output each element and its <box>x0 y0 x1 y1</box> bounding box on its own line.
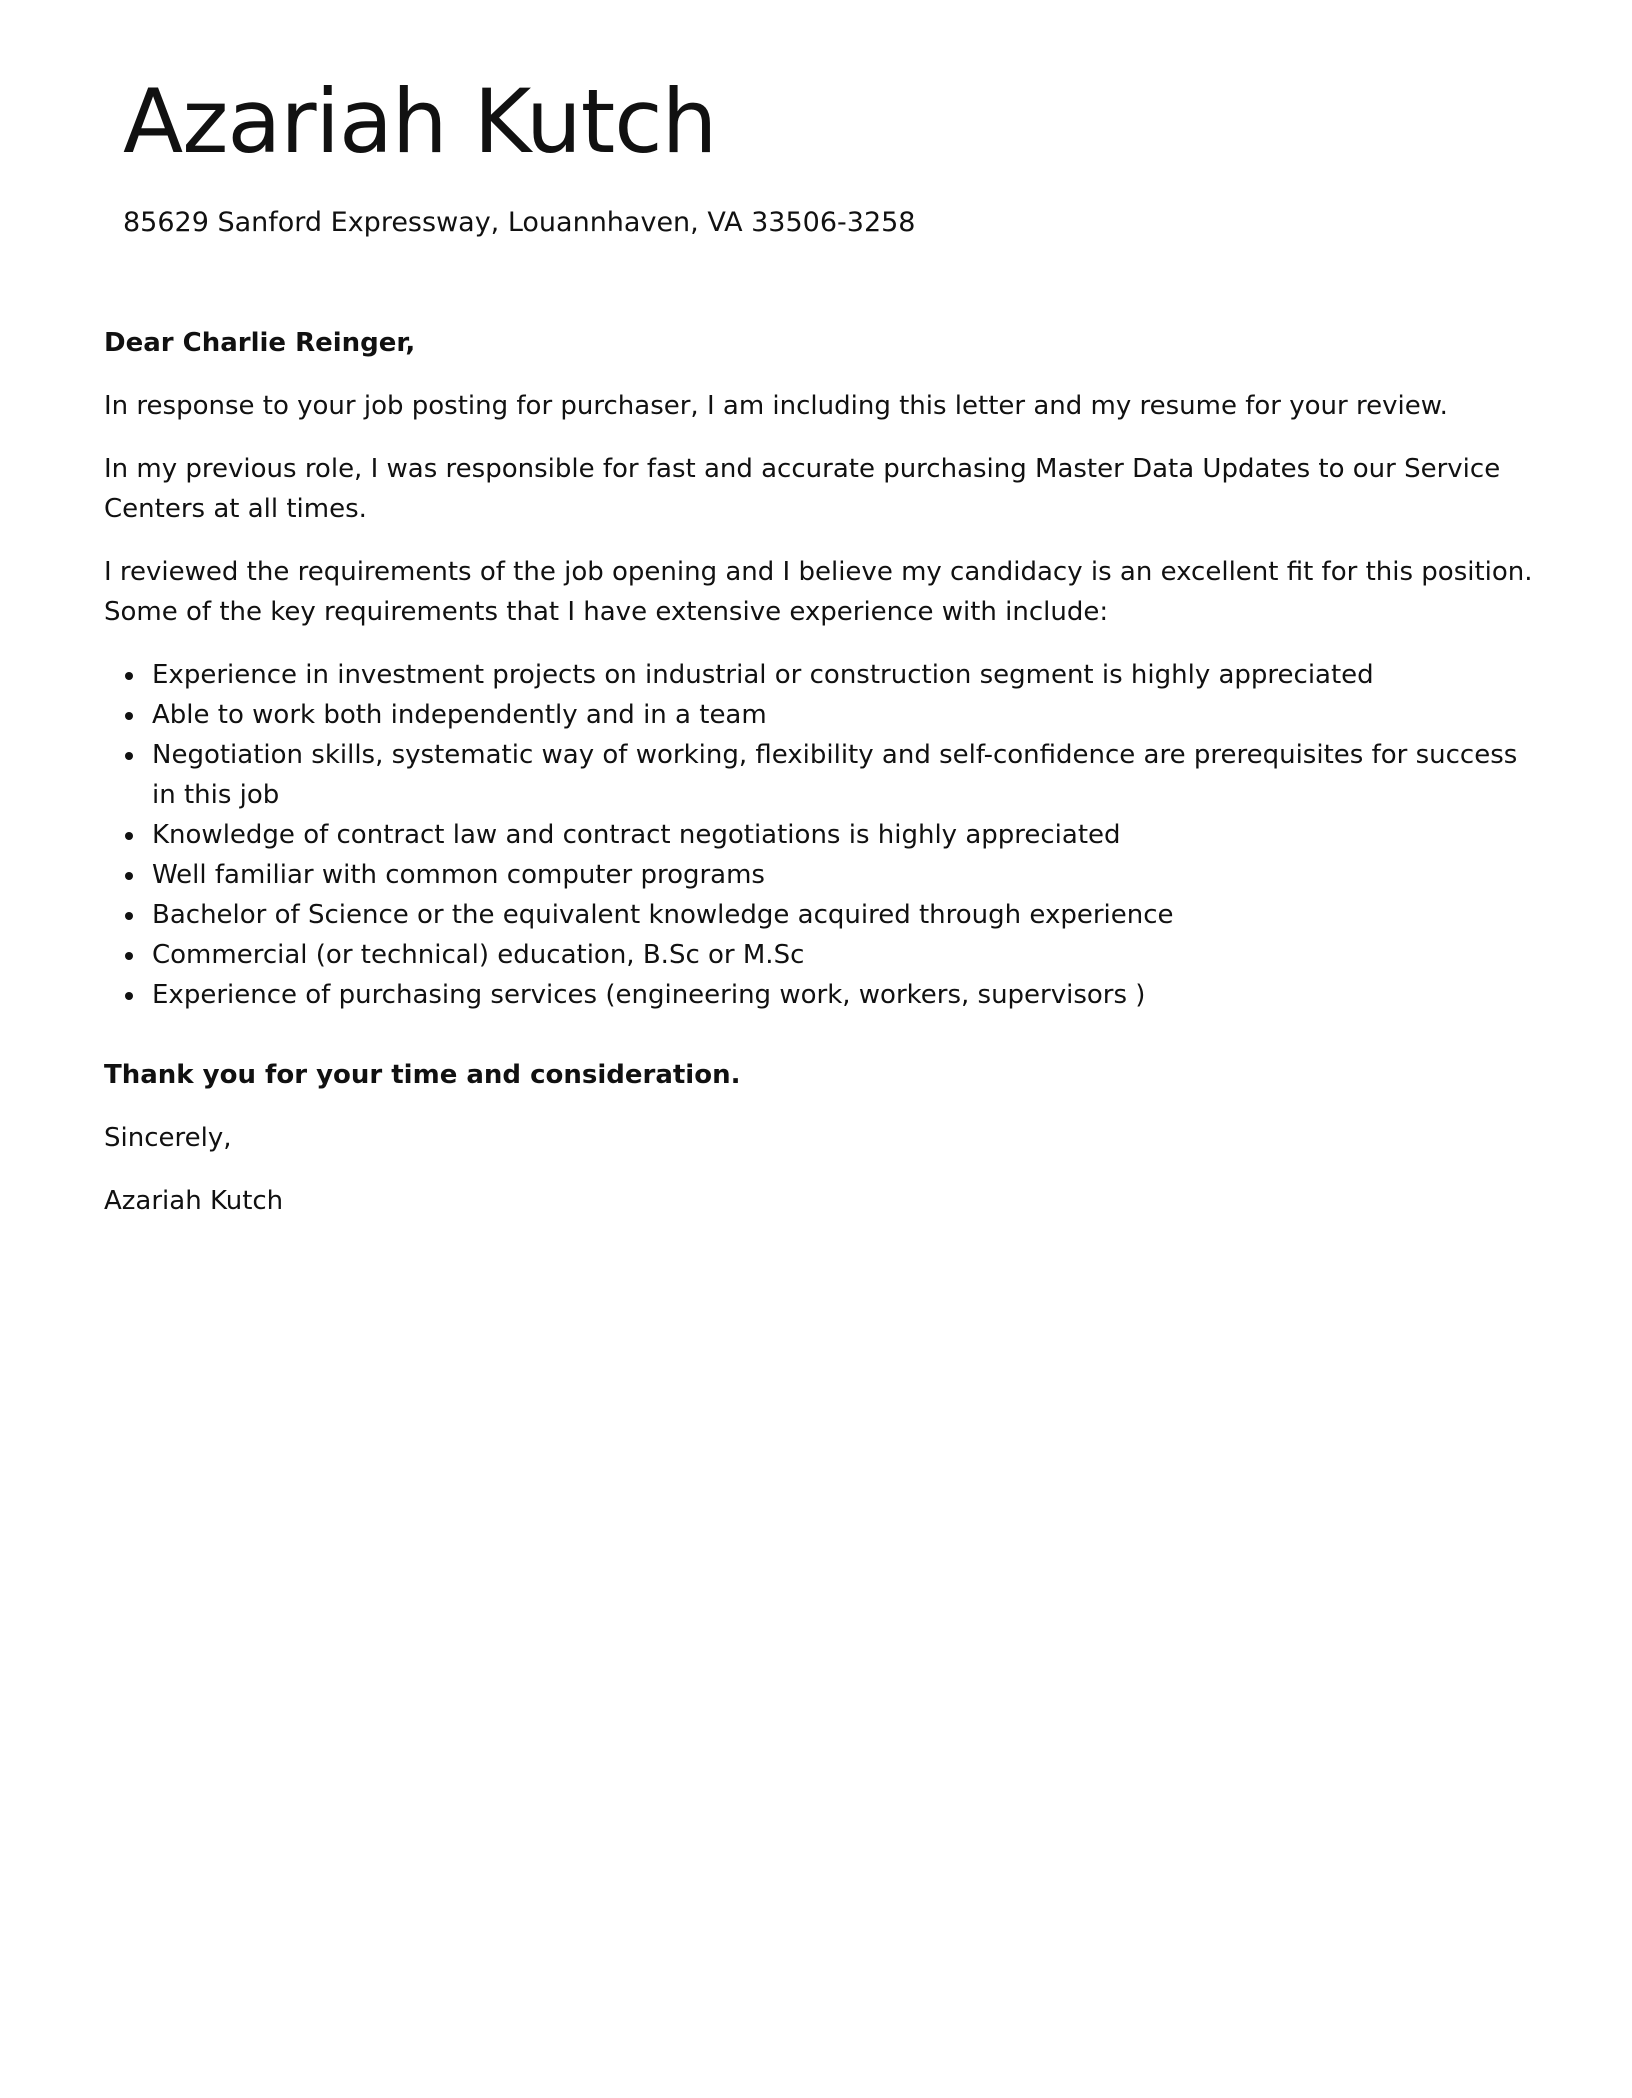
requirement-text: Bachelor of Science or the equivalent knowledge acquired through experience <box>152 900 1174 930</box>
sender-address: 85629 Sanford Expressway, Louannhaven, VA 33506-3258 <box>123 206 916 238</box>
list-item <box>152 655 1544 695</box>
requirement-text: Knowledge of contract law and contract negotiations is highly appreciated <box>152 820 1121 850</box>
list-item <box>152 735 1544 815</box>
requirement-text: Experience in investment projects on industrial or construction segment is highly appreciated <box>152 660 1374 690</box>
paragraph-previous-role: In my previous role, I was responsible for fast and accurate purchasing Master Data Updates to our Service Centers at all times. <box>104 454 1501 524</box>
closing-line: Thank you for your time and consideration. <box>104 1060 741 1090</box>
requirement-text: Able to work both independently and in a team <box>152 700 767 730</box>
bullet-icon <box>125 672 133 680</box>
sender-name: Azariah Kutch <box>123 70 717 173</box>
bullet-icon <box>125 952 133 960</box>
list-item <box>152 975 1544 1015</box>
list-item <box>152 815 1544 855</box>
salutation: Dear Charlie Reinger, <box>104 328 416 358</box>
signature-name: Azariah Kutch <box>104 1186 284 1216</box>
list-item <box>152 895 1544 935</box>
signoff: Sincerely, <box>104 1123 232 1153</box>
bullet-icon <box>125 752 133 760</box>
list-item <box>152 695 1544 735</box>
bullet-icon <box>125 872 133 880</box>
letter-header <box>123 70 916 239</box>
bullet-icon <box>125 712 133 720</box>
requirement-text: Negotiation skills, systematic way of working, flexibility and self-confidence are prerequisites for success in this job <box>152 740 1518 810</box>
requirement-text: Experience of purchasing services (engineering work, workers, supervisors ) <box>152 980 1146 1010</box>
bullet-icon <box>125 912 133 920</box>
list-item <box>152 935 1544 975</box>
paragraph-intro: In response to your job posting for purchaser, I am including this letter and my resume for your review. <box>104 391 1448 421</box>
letter-body <box>104 323 1544 1244</box>
requirement-text: Commercial (or technical) education, B.Sc or M.Sc <box>152 940 805 970</box>
list-item <box>152 855 1544 895</box>
requirement-text: Well familiar with common computer programs <box>152 860 765 890</box>
paragraph-requirements-intro: I reviewed the requirements of the job opening and I believe my candidacy is an excellent fit for this position. Some of the key requirements that I have extensive experience with include: <box>104 557 1533 627</box>
requirements-list <box>104 655 1544 1015</box>
bullet-icon <box>125 832 133 840</box>
bullet-icon <box>125 992 133 1000</box>
